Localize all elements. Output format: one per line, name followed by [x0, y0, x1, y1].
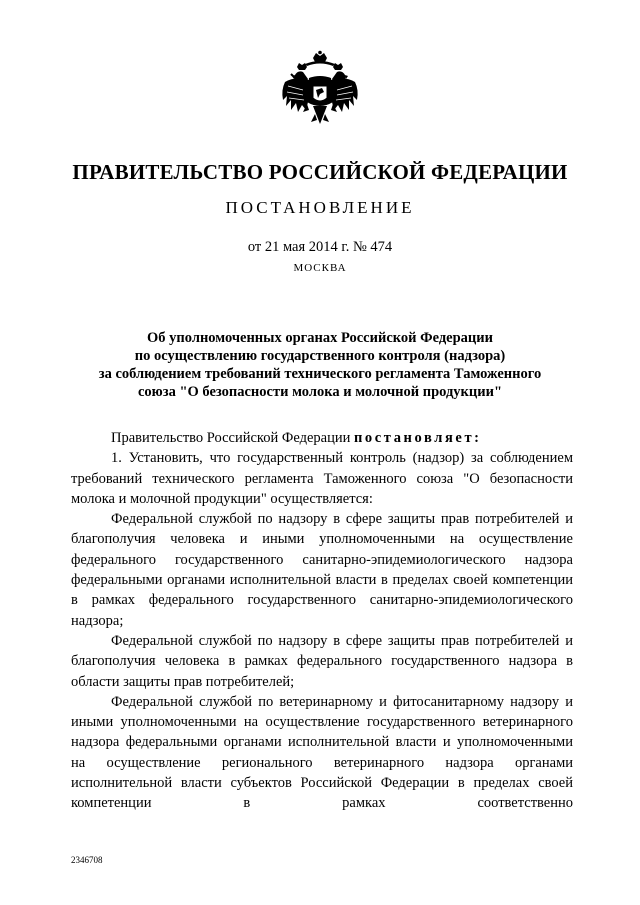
russian-eagle-emblem-icon — [273, 50, 367, 144]
document-date-number: от 21 мая 2014 г. № 474 — [247, 239, 393, 255]
preamble-decree-word: постановляет: — [353, 430, 482, 446]
paragraph-veterinary-supervision: Федеральной службой по ветеринарному и фитосанитарному надзору и иными уполномоченными на осуществление государственного ветеринарного надзора федеральными органами исполнительной власти и уполномоченными на осуществление регионального ветеринарного надзора органами исполнительной власти субъектов Российской Федерации в пределах своей компетенции в рамках соответственно — [71, 693, 573, 812]
resolution-body — [71, 428, 573, 814]
document-type: ПОСТАНОВЛЕНИЕ — [225, 198, 415, 217]
title-line: за соблюдением требований технического регламента Таможенного — [98, 366, 542, 382]
government-title: ПРАВИТЕЛЬСТВО РОССИЙСКОЙ ФЕДЕРАЦИИ — [72, 160, 568, 184]
preamble-text: Правительство Российской Федерации — [111, 430, 354, 446]
document-code: 2346708 — [71, 855, 103, 865]
document-city: МОСКВА — [293, 262, 347, 274]
paragraph-preamble — [71, 428, 573, 448]
paragraph-item-1: 1. Установить, что государственный контроль (надзор) за соблюдением требований технического регламента Таможенного союза "О безопасности молока и молочной продукции" осуществляется: — [71, 450, 573, 507]
title-line: по осуществлению государственного контроля (надзора) — [134, 348, 506, 364]
title-line: союза "О безопасности молока и молочной продукции" — [137, 384, 503, 400]
resolution-title — [60, 329, 580, 401]
paragraph-consumer-protection: Федеральной службой по надзору в сфере защиты прав потребителей и благополучия человека в рамках федерального государственного надзора в области защиты прав потребителей; — [71, 632, 573, 690]
title-line: Об уполномоченных органах Российской Федерации — [147, 330, 493, 346]
paragraph-sanitary-supervision: Федеральной службой по надзору в сфере защиты прав потребителей и благополучия человека и иными уполномоченными на осуществление федерального государственного санитарно-эпидемиологического надзора федеральными органами исполнительной власти в пределах своей компетенции в рамках федерального государственного санитарно-эпидемиологического надзора; — [71, 511, 573, 629]
